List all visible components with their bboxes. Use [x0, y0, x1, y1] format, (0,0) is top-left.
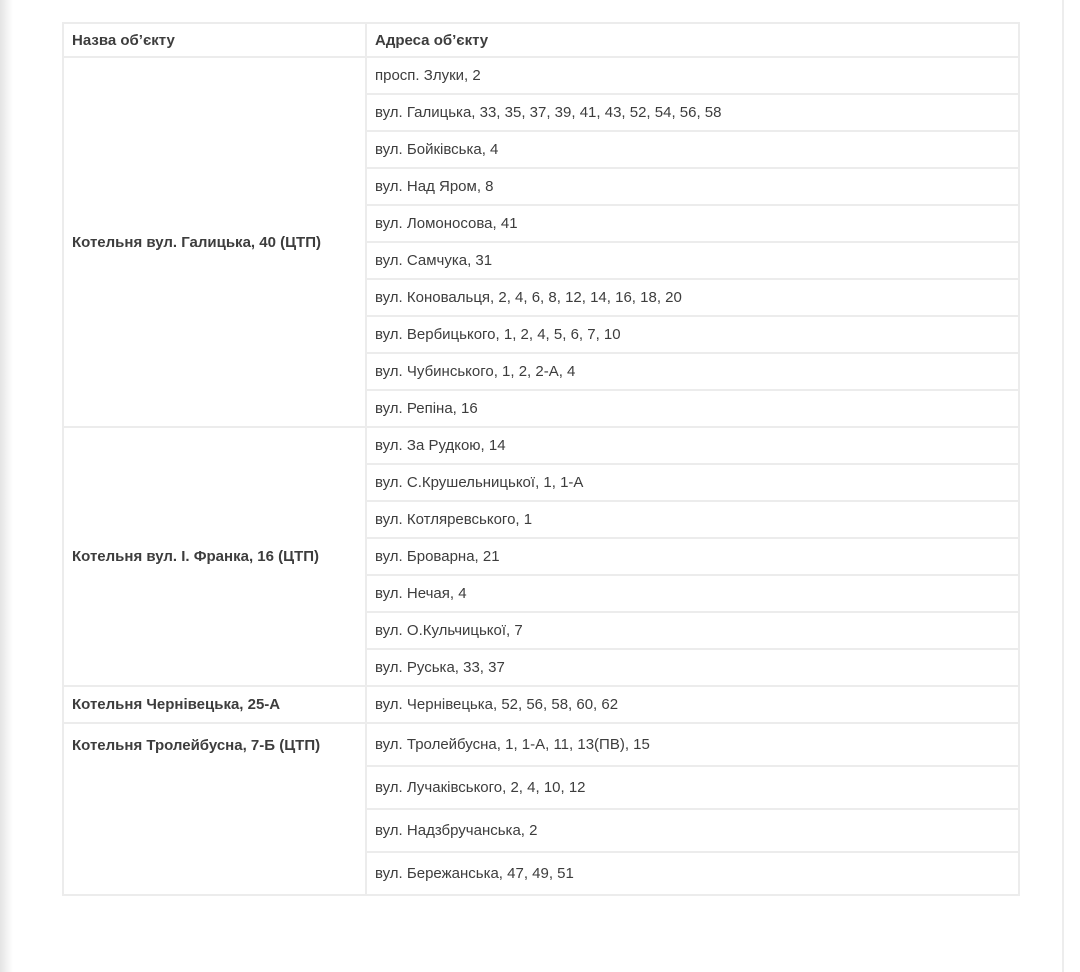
page-left-edge [0, 0, 13, 972]
object-address-cell: вул. За Рудкою, 14 [366, 427, 1019, 464]
table-row [63, 686, 1019, 723]
table-row [63, 723, 1019, 766]
object-address-cell: вул. О.Кульчицької, 7 [366, 612, 1019, 649]
object-address-cell: вул. Чернівецька, 52, 56, 58, 60, 62 [366, 686, 1019, 723]
objects-table-head [63, 23, 1019, 57]
table-row [63, 57, 1019, 94]
object-address-cell: вул. С.Крушельницької, 1, 1-А [366, 464, 1019, 501]
object-address-cell: вул. Нечая, 4 [366, 575, 1019, 612]
object-address-cell: вул. Руська, 33, 37 [366, 649, 1019, 686]
object-address-cell: вул. Тролейбусна, 1, 1-А, 11, 13(ПВ), 15 [366, 723, 1019, 766]
object-address-cell: вул. Галицька, 33, 35, 37, 39, 41, 43, 52, 54, 56, 58 [366, 94, 1019, 131]
object-address-cell: вул. Репіна, 16 [366, 390, 1019, 427]
object-address-cell: вул. Лучаківського, 2, 4, 10, 12 [366, 766, 1019, 809]
object-address-cell: просп. Злуки, 2 [366, 57, 1019, 94]
page-right-edge-line [1062, 0, 1064, 972]
object-address-cell: вул. Коновальця, 2, 4, 6, 8, 12, 14, 16, 18, 20 [366, 279, 1019, 316]
object-address-cell: вул. Чубинського, 1, 2, 2-А, 4 [366, 353, 1019, 390]
object-address-cell: вул. Вербицького, 1, 2, 4, 5, 6, 7, 10 [366, 316, 1019, 353]
object-name-cell: Котельня Тролейбусна, 7-Б (ЦТП) [63, 723, 366, 895]
column-header-object-address: Адреса об’єкту [366, 23, 1019, 57]
objects-table [62, 22, 1020, 896]
object-address-cell: вул. Ломоносова, 41 [366, 205, 1019, 242]
object-address-cell: вул. Котляревського, 1 [366, 501, 1019, 538]
object-address-cell: вул. Бережанська, 47, 49, 51 [366, 852, 1019, 895]
object-name-cell: Котельня вул. І. Франка, 16 (ЦТП) [63, 427, 366, 686]
object-name-cell: Котельня вул. Галицька, 40 (ЦТП) [63, 57, 366, 427]
header-row [63, 23, 1019, 57]
table-row [63, 427, 1019, 464]
table-container [62, 22, 1020, 896]
object-address-cell: вул. Бойківська, 4 [366, 131, 1019, 168]
object-address-cell: вул. Над Яром, 8 [366, 168, 1019, 205]
object-name-cell: Котельня Чернівецька, 25-А [63, 686, 366, 723]
object-address-cell: вул. Надзбручанська, 2 [366, 809, 1019, 852]
column-header-object-name: Назва об’єкту [63, 23, 366, 57]
objects-table-body [63, 57, 1019, 895]
object-address-cell: вул. Броварна, 21 [366, 538, 1019, 575]
object-address-cell: вул. Самчука, 31 [366, 242, 1019, 279]
